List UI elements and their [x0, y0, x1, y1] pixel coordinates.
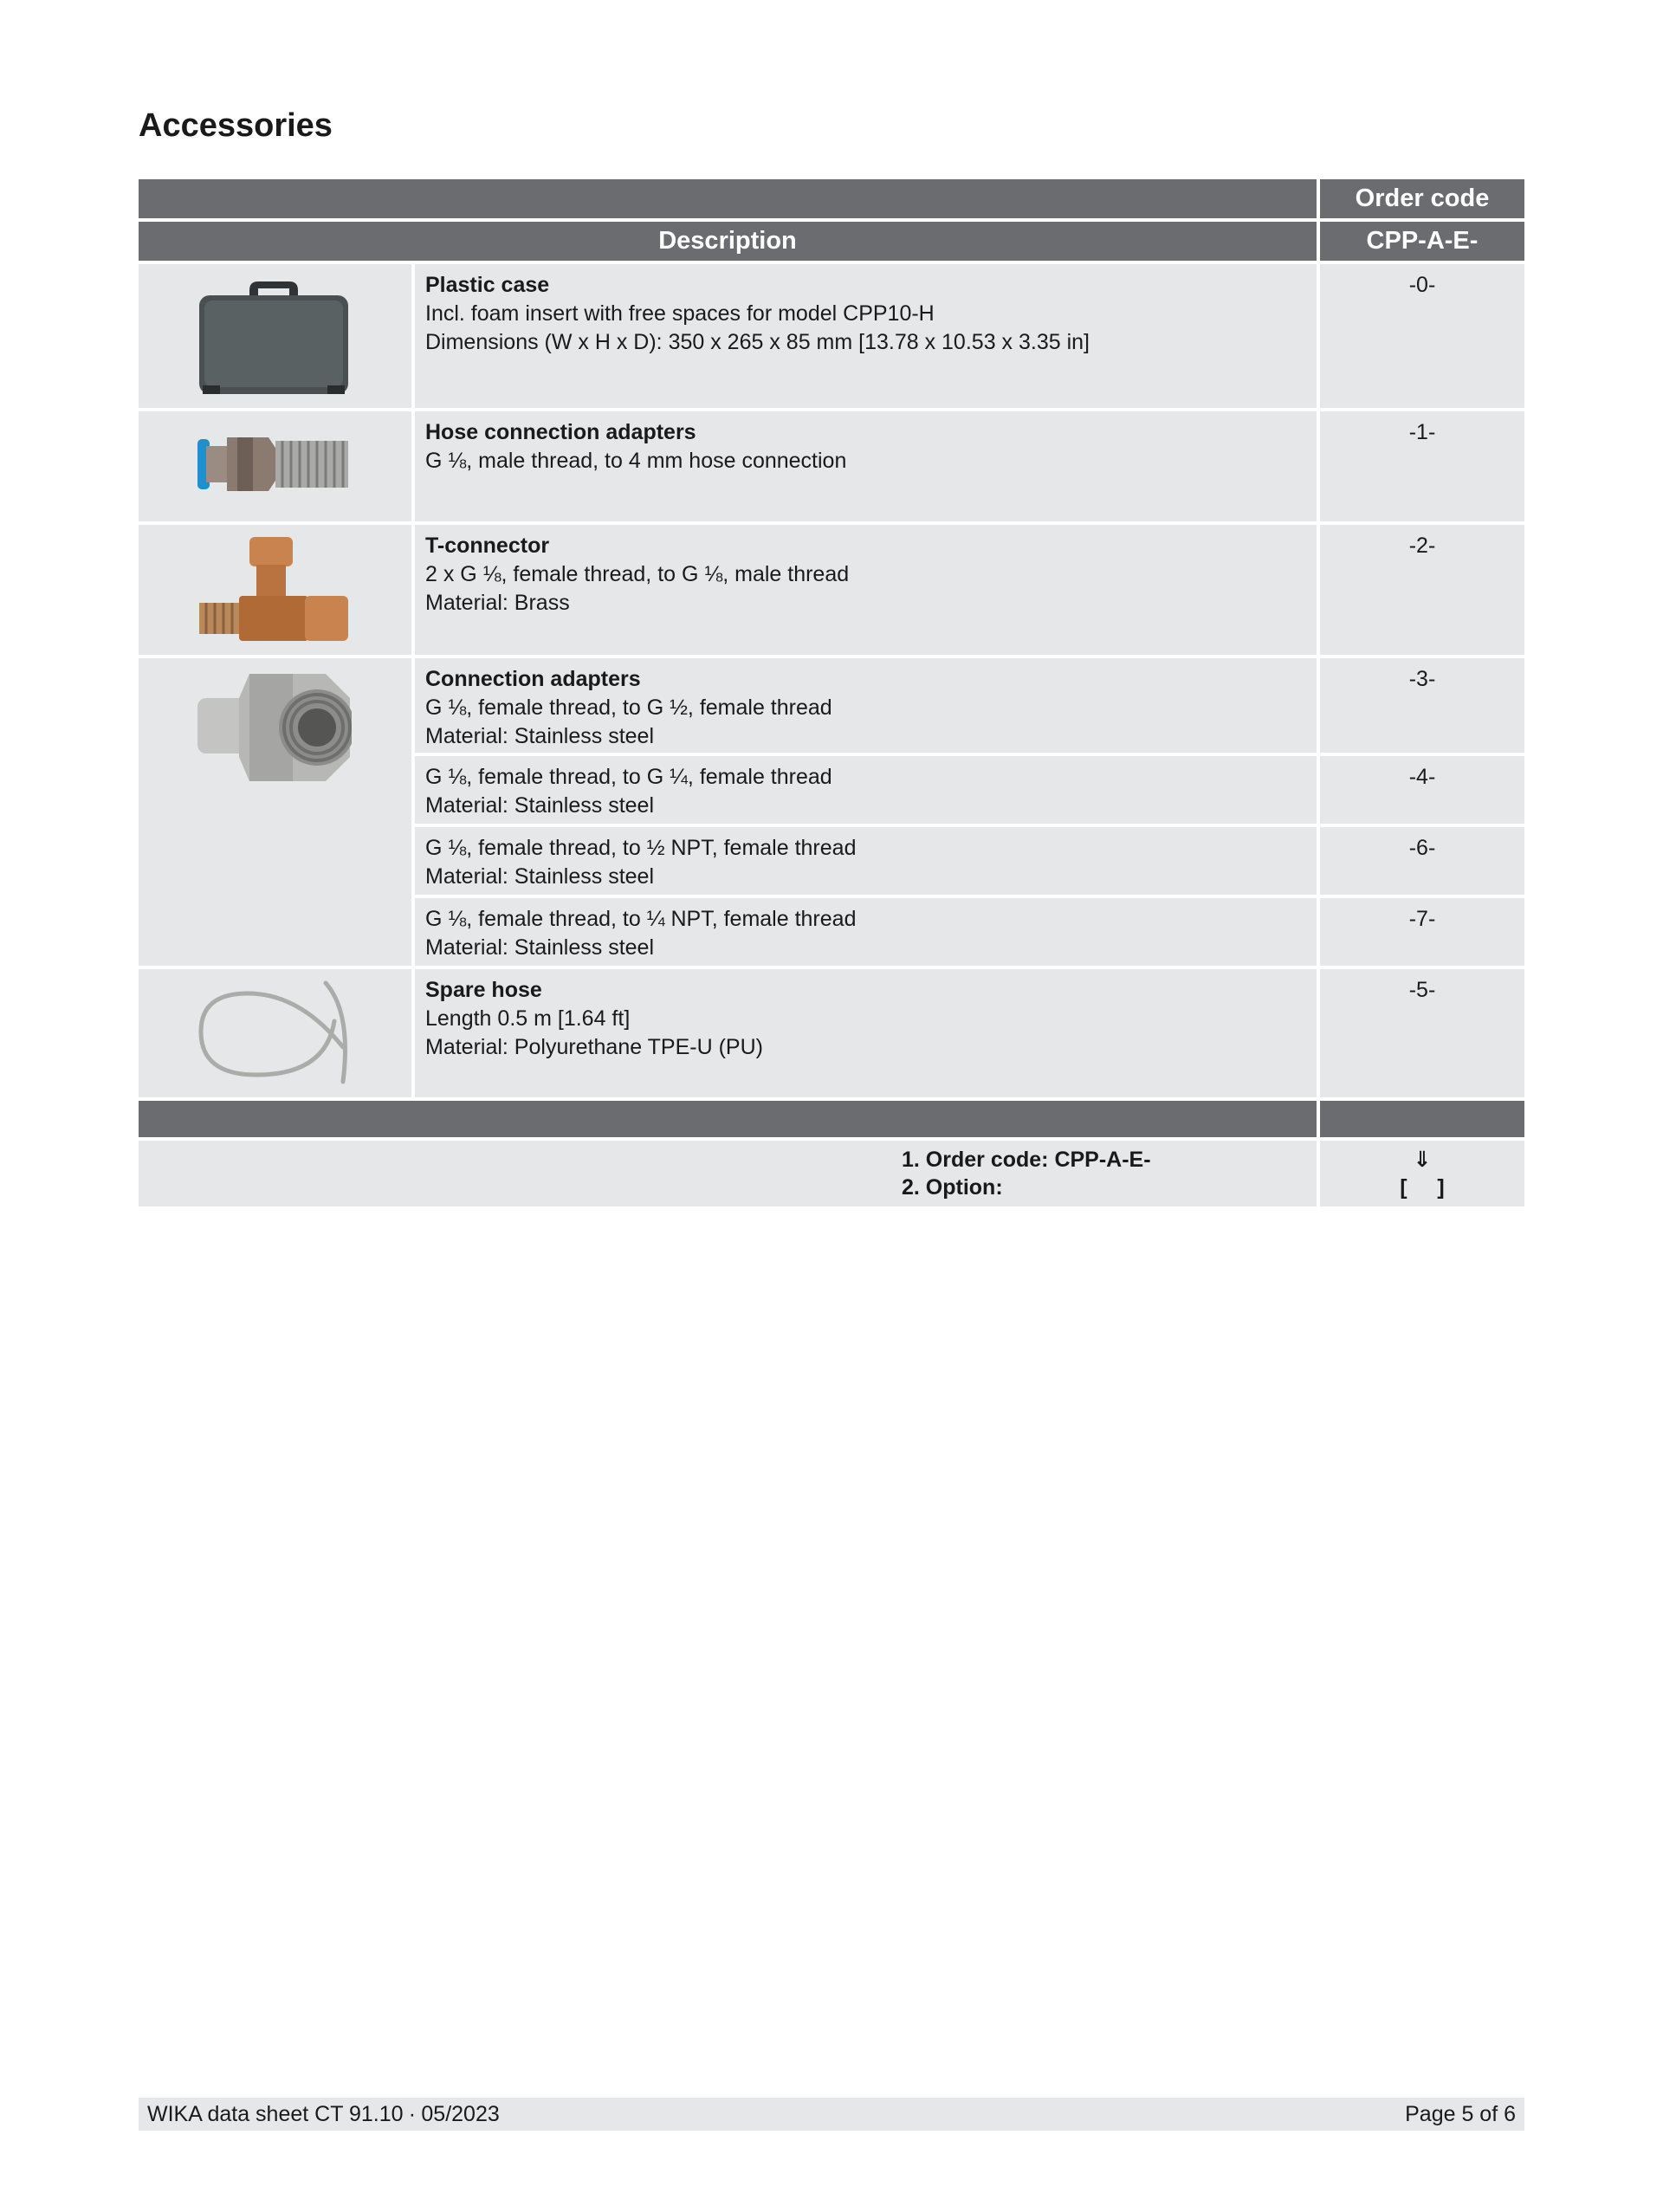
image-cell: [139, 969, 415, 1097]
item-code: -6-: [1320, 827, 1524, 895]
item-code: -7-: [1320, 898, 1524, 966]
table-row: [139, 969, 1524, 1097]
table-row: [139, 658, 1524, 753]
hose-adapter-image: [196, 422, 352, 508]
table-row: [139, 411, 1524, 521]
option-line: 2. Option:: [902, 1175, 1003, 1200]
down-arrow-icon: ⇓: [1413, 1148, 1432, 1172]
item-line: Dimensions (W x H x D): 350 x 265 x 85 mm [13.78 x 10.53 x 3.35 in]: [425, 330, 1090, 354]
item-line: G ⅛, female thread, to ½ NPT, female thread: [425, 836, 857, 860]
plastic-case-image: [196, 276, 352, 398]
item-title: Connection adapters: [425, 667, 641, 691]
item-code: -1-: [1320, 411, 1524, 521]
accessories-table: [139, 176, 1524, 1210]
item-title: Spare hose: [425, 978, 542, 1002]
item-line: Material: Polyurethane TPE-U (PU): [425, 1035, 763, 1059]
item-line: G ⅛, female thread, to G ½, female thread: [425, 695, 832, 720]
item-line: Material: Stainless steel: [425, 724, 655, 748]
image-cell: [139, 411, 415, 521]
item-line: Material: Stainless steel: [425, 864, 655, 889]
connection-adapter-image: [196, 667, 352, 788]
item-description: [415, 264, 1320, 408]
item-description: [415, 658, 1320, 753]
table-header-row-1: [139, 179, 1524, 218]
order-code-header: Order code: [1355, 184, 1490, 212]
image-cell: [139, 264, 415, 408]
item-line: 2 x G ⅛, female thread, to G ⅛, male thread: [425, 562, 850, 586]
item-code: -3-: [1320, 658, 1524, 753]
page-footer: [139, 2098, 1524, 2131]
item-title: Hose connection adapters: [425, 420, 696, 444]
spare-hose-image: [196, 978, 352, 1090]
table-row: [139, 264, 1524, 408]
order-summary-labels: [139, 1141, 1320, 1206]
t-connector-image: [196, 534, 352, 650]
item-title: T-connector: [425, 534, 550, 558]
footer-page-number: Page 5 of 6: [1405, 2102, 1516, 2126]
item-line: G ⅛, female thread, to G ¼, female thread: [425, 765, 832, 789]
item-line: G ⅛, male thread, to 4 mm hose connection: [425, 449, 847, 473]
item-line: Material: Stainless steel: [425, 935, 655, 960]
item-line: Length 0.5 m [1.64 ft]: [425, 1006, 631, 1031]
item-description: [415, 525, 1320, 655]
order-summary-row: [139, 1141, 1524, 1206]
item-code: -0-: [1320, 264, 1524, 408]
code-prefix-header: CPP-A-E-: [1366, 227, 1479, 255]
order-summary-values: [1320, 1141, 1524, 1206]
table-row: [139, 525, 1524, 655]
image-cell: [139, 658, 415, 966]
item-description: [415, 756, 1320, 824]
item-line: Incl. foam insert with free spaces for model CPP10-H: [425, 301, 935, 326]
table-header-row-2: [139, 222, 1524, 261]
option-bracket: [ ]: [1400, 1175, 1445, 1200]
footer-datasheet-ref: WIKA data sheet CT 91.10 ∙ 05/2023: [147, 2102, 500, 2126]
item-line: Material: Brass: [425, 591, 570, 615]
image-cell: [139, 525, 415, 655]
item-description: [415, 411, 1320, 521]
item-description: [415, 898, 1320, 966]
item-description: [415, 969, 1320, 1097]
item-description: [415, 827, 1320, 895]
item-line: G ⅛, female thread, to ¼ NPT, female thread: [425, 907, 857, 931]
description-header: Description: [139, 222, 1320, 261]
summary-bar: [139, 1101, 1524, 1137]
item-title: Plastic case: [425, 273, 550, 297]
item-code: -4-: [1320, 756, 1524, 824]
order-code-line: 1. Order code: CPP-A-E-: [902, 1148, 1151, 1172]
item-line: Material: Stainless steel: [425, 793, 655, 818]
item-code: -2-: [1320, 525, 1524, 655]
header-blank: [139, 179, 1320, 218]
item-code: -5-: [1320, 969, 1524, 1097]
page-title: Accessories: [139, 107, 333, 144]
